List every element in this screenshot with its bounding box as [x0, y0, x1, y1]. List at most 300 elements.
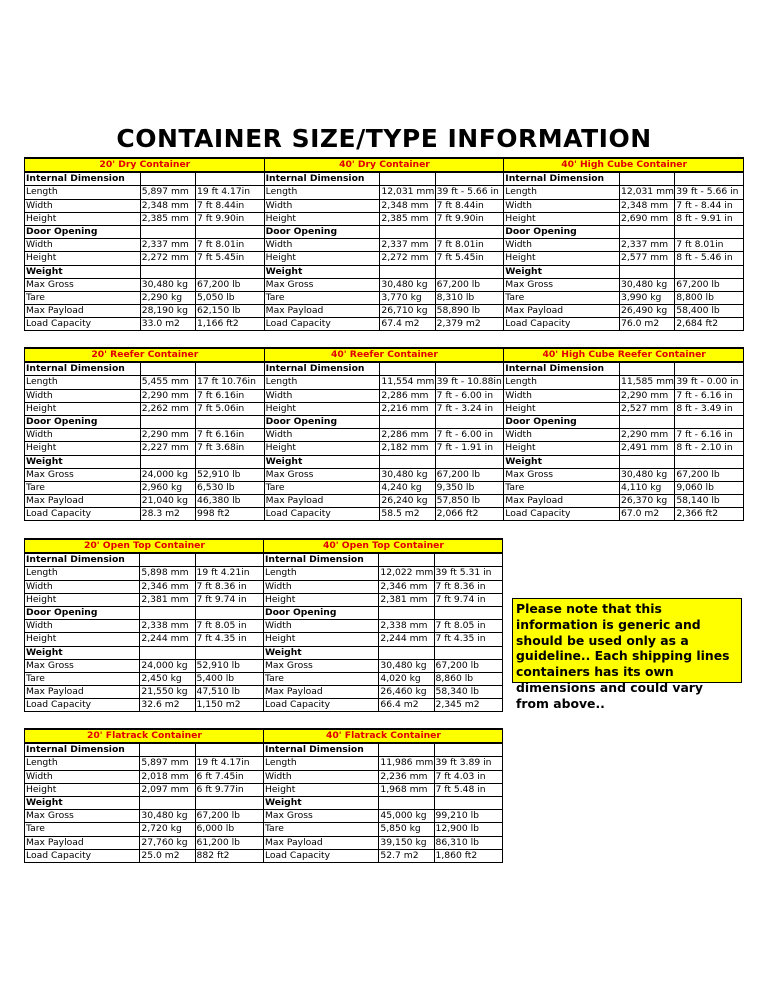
- table-row: [25, 291, 744, 304]
- table-row: [25, 415, 744, 428]
- metric-value: 33.0 m2: [140, 318, 195, 331]
- metric-value: 28,190 kg: [140, 305, 195, 318]
- table-row: [25, 252, 744, 265]
- metric-value: 2,290 mm: [620, 389, 675, 402]
- metric-value: 2,286 mm: [380, 389, 435, 402]
- row-label: Load Capacity: [504, 318, 620, 331]
- imperial-value: 8,310 lb: [435, 291, 504, 304]
- metric-value: 2,690 mm: [620, 212, 675, 225]
- metric-value: 24,000 kg: [140, 659, 195, 672]
- row-label: Height: [264, 252, 380, 265]
- row-label: Height: [25, 783, 140, 796]
- row-label: Load Capacity: [25, 699, 140, 712]
- row-label: Width: [25, 429, 141, 442]
- row-label: Door Opening: [264, 225, 380, 238]
- metric-value: [380, 455, 435, 468]
- row-label: Max Payload: [25, 686, 140, 699]
- row-label: Load Capacity: [263, 849, 378, 862]
- table-row: [25, 508, 744, 521]
- metric-value: 2,346 mm: [140, 580, 195, 593]
- table-row: [25, 212, 744, 225]
- row-label: Height: [504, 212, 620, 225]
- row-label: Length: [504, 186, 620, 199]
- metric-value: 2,337 mm: [140, 239, 195, 252]
- row-label: Width: [25, 620, 140, 633]
- imperial-value: 8,860 lb: [434, 672, 502, 685]
- row-label: Load Capacity: [25, 318, 141, 331]
- imperial-value: [435, 172, 504, 186]
- imperial-value: [675, 172, 744, 186]
- row-label: Length: [25, 376, 141, 389]
- imperial-value: 6,000 lb: [195, 823, 263, 836]
- row-label: Max Gross: [25, 810, 140, 823]
- imperial-value: [675, 362, 744, 376]
- metric-value: [140, 553, 195, 567]
- metric-value: 28.3 m2: [140, 508, 195, 521]
- metric-value: 30,480 kg: [380, 468, 435, 481]
- metric-value: 21,550 kg: [140, 686, 195, 699]
- imperial-value: 7 ft 6.16in: [196, 429, 265, 442]
- row-label: Max Gross: [263, 810, 378, 823]
- row-label: Load Capacity: [264, 508, 380, 521]
- imperial-value: [675, 455, 744, 468]
- imperial-value: 7 ft 8.44in: [196, 199, 265, 212]
- imperial-value: 2,066 ft2: [435, 508, 504, 521]
- imperial-value: 46,380 lb: [196, 495, 265, 508]
- imperial-value: 7 ft 8.36 in: [195, 580, 263, 593]
- imperial-value: 47,510 lb: [195, 686, 263, 699]
- row-label: Load Capacity: [25, 508, 141, 521]
- imperial-value: 7 ft 4.03 in: [434, 770, 502, 783]
- row-label: Door Opening: [25, 225, 141, 238]
- row-label: Height: [504, 442, 620, 455]
- imperial-value: 7 ft 9.90in: [196, 212, 265, 225]
- metric-value: 5,898 mm: [140, 567, 195, 580]
- table-row: [25, 305, 744, 318]
- imperial-value: 61,200 lb: [195, 836, 263, 849]
- imperial-value: 7 ft 8.44in: [435, 199, 504, 212]
- table-row: [25, 646, 503, 659]
- row-label: Internal Dimension: [264, 172, 380, 186]
- metric-value: 5,850 kg: [379, 823, 434, 836]
- imperial-value: 8,800 lb: [675, 291, 744, 304]
- row-label: Height: [25, 402, 141, 415]
- metric-value: [380, 225, 435, 238]
- metric-value: [140, 362, 195, 376]
- imperial-value: 99,210 lb: [434, 810, 502, 823]
- imperial-value: 5,050 lb: [196, 291, 265, 304]
- metric-value: 26,240 kg: [380, 495, 435, 508]
- table-row: [25, 743, 503, 757]
- metric-value: 2,577 mm: [620, 252, 675, 265]
- metric-value: 11,986 mm: [380, 757, 434, 769]
- metric-value: 2,262 mm: [140, 402, 195, 415]
- container-table: [24, 728, 503, 863]
- imperial-value: [675, 265, 744, 278]
- flatrack-container-table: [24, 728, 503, 863]
- row-label: Internal Dimension: [263, 743, 378, 757]
- imperial-value: 2,345 m2: [434, 699, 502, 712]
- imperial-value: 58,140 lb: [675, 495, 744, 508]
- metric-value: 52.7 m2: [379, 849, 434, 862]
- metric-value: 30,480 kg: [380, 278, 435, 291]
- row-label: Internal Dimension: [25, 362, 141, 376]
- table-row: [25, 468, 744, 481]
- metric-value: 2,244 mm: [140, 633, 195, 646]
- row-label: Height: [263, 633, 378, 646]
- imperial-value: [434, 606, 502, 619]
- imperial-value: 57,850 lb: [435, 495, 504, 508]
- metric-value: 12,031 mm: [621, 186, 674, 198]
- row-label: Weight: [264, 265, 380, 278]
- imperial-value: 7 ft 5.48 in: [434, 783, 502, 796]
- metric-value: 12,022 mm: [380, 567, 434, 579]
- imperial-value: 67,200 lb: [675, 278, 744, 291]
- imperial-value: 7 ft - 8.44 in: [675, 199, 744, 212]
- row-label: Tare: [504, 291, 620, 304]
- imperial-value: 52,910 lb: [195, 659, 263, 672]
- imperial-value: 7 ft - 3.24 in: [435, 402, 504, 415]
- row-label: Height: [25, 442, 141, 455]
- open-top-container-table: [24, 538, 503, 712]
- table-row: [25, 402, 744, 415]
- imperial-value: 1,166 ft2: [196, 318, 265, 331]
- row-label: Length: [264, 186, 380, 199]
- row-label: Height: [504, 252, 620, 265]
- row-label: Weight: [504, 265, 620, 278]
- row-label: Width: [264, 389, 380, 402]
- metric-value: 30,480 kg: [620, 278, 675, 291]
- imperial-value: 2,366 ft2: [675, 508, 744, 521]
- metric-value: [620, 455, 675, 468]
- table-row: [25, 836, 503, 849]
- imperial-value: 9,350 lb: [435, 481, 504, 494]
- container-type-header: 20' Dry Container: [25, 158, 265, 172]
- imperial-value: 67,200 lb: [675, 468, 744, 481]
- metric-value: 2,290 mm: [140, 429, 195, 442]
- metric-value: [379, 553, 434, 567]
- imperial-value: 7 ft 9.74 in: [195, 593, 263, 606]
- metric-value: 2,348 mm: [620, 199, 675, 212]
- metric-value: [140, 606, 195, 619]
- container-type-header: 40' High Cube Reefer Container: [504, 348, 744, 362]
- row-label: Width: [25, 770, 140, 783]
- imperial-value: 67,200 lb: [435, 468, 504, 481]
- table-row: [25, 495, 744, 508]
- row-label: Weight: [264, 455, 380, 468]
- imperial-value: 7 ft 8.36 in: [434, 580, 502, 593]
- row-label: Max Gross: [504, 468, 620, 481]
- row-label: Tare: [263, 672, 378, 685]
- imperial-value: 58,340 lb: [434, 686, 502, 699]
- row-label: Weight: [263, 796, 378, 809]
- table-row: [25, 672, 503, 685]
- imperial-value: [196, 362, 265, 376]
- imperial-value: 39 ft - 10.88in: [436, 376, 502, 388]
- table-row: [25, 376, 744, 389]
- row-label: Height: [504, 402, 620, 415]
- row-label: Width: [504, 239, 620, 252]
- table-row: [25, 225, 744, 238]
- row-label: Width: [263, 580, 378, 593]
- metric-value: 2,097 mm: [140, 783, 195, 796]
- row-label: Width: [504, 199, 620, 212]
- imperial-value: 1,860 ft2: [434, 849, 502, 862]
- row-label: Max Payload: [504, 495, 620, 508]
- metric-value: 2,385 mm: [380, 212, 435, 225]
- table-row: [25, 699, 503, 712]
- row-label: Door Opening: [504, 415, 620, 428]
- imperial-value: [435, 415, 504, 428]
- metric-value: 2,272 mm: [380, 252, 435, 265]
- row-label: Height: [25, 212, 141, 225]
- table-row: [25, 849, 503, 862]
- row-label: Internal Dimension: [504, 362, 620, 376]
- imperial-value: 19 ft 4.17in: [195, 757, 263, 770]
- imperial-value: 998 ft2: [196, 508, 265, 521]
- metric-value: 25.0 m2: [140, 849, 195, 862]
- metric-value: 2,337 mm: [380, 239, 435, 252]
- metric-value: [379, 743, 434, 757]
- metric-value: 2,227 mm: [140, 442, 195, 455]
- row-label: Height: [263, 783, 378, 796]
- row-label: Door Opening: [264, 415, 380, 428]
- metric-value: 67.0 m2: [620, 508, 675, 521]
- imperial-value: 7 ft 5.45in: [435, 252, 504, 265]
- row-label: Load Capacity: [504, 508, 620, 521]
- row-label: Height: [263, 593, 378, 606]
- row-label: Width: [504, 389, 620, 402]
- metric-value: [620, 172, 675, 186]
- row-label: Load Capacity: [263, 699, 378, 712]
- table-row: [25, 810, 503, 823]
- metric-value: 21,040 kg: [140, 495, 195, 508]
- metric-value: 2,450 kg: [140, 672, 195, 685]
- metric-value: 2,290 mm: [620, 429, 675, 442]
- container-table: [24, 347, 744, 521]
- imperial-value: 8 ft - 3.49 in: [675, 402, 744, 415]
- table-row: [25, 580, 503, 593]
- table-row: [25, 239, 744, 252]
- metric-value: 30,480 kg: [620, 468, 675, 481]
- imperial-value: [195, 743, 263, 757]
- table-row: [25, 633, 503, 646]
- metric-value: 2,272 mm: [140, 252, 195, 265]
- row-label: Internal Dimension: [25, 172, 141, 186]
- table-row: [25, 278, 744, 291]
- container-type-header: 20' Flatrack Container: [25, 729, 264, 743]
- row-label: Max Payload: [263, 836, 378, 849]
- table-row: [25, 823, 503, 836]
- metric-value: 2,216 mm: [380, 402, 435, 415]
- imperial-value: [195, 553, 263, 567]
- table-row: [25, 659, 503, 672]
- row-label: Max Payload: [504, 305, 620, 318]
- metric-value: 45,000 kg: [379, 810, 434, 823]
- metric-value: 30,480 kg: [140, 278, 195, 291]
- row-label: Door Opening: [504, 225, 620, 238]
- row-label: Length: [25, 186, 141, 199]
- metric-value: 3,770 kg: [380, 291, 435, 304]
- imperial-value: [434, 796, 502, 809]
- metric-value: 2,381 mm: [140, 593, 195, 606]
- metric-value: 2,290 kg: [140, 291, 195, 304]
- table-row: [25, 593, 503, 606]
- table-row: [25, 442, 744, 455]
- imperial-value: 7 ft - 6.00 in: [435, 389, 504, 402]
- table-row: [25, 429, 744, 442]
- metric-value: 32.6 m2: [140, 699, 195, 712]
- imperial-value: [435, 225, 504, 238]
- imperial-value: 8 ft - 5.46 in: [675, 252, 744, 265]
- row-label: Height: [264, 442, 380, 455]
- imperial-value: 86,310 lb: [434, 836, 502, 849]
- container-type-header: 40' High Cube Container: [504, 158, 744, 172]
- imperial-value: 2,379 m2: [435, 318, 504, 331]
- row-label: Length: [25, 757, 140, 770]
- row-label: Load Capacity: [264, 318, 380, 331]
- container-type-header: 20' Open Top Container: [25, 539, 264, 553]
- metric-value: 2,338 mm: [379, 620, 434, 633]
- metric-value: 58.5 m2: [380, 508, 435, 521]
- metric-value: 11,585 mm: [621, 376, 674, 388]
- row-label: Width: [264, 429, 380, 442]
- metric-value: [379, 606, 434, 619]
- row-label: Height: [264, 402, 380, 415]
- imperial-value: [675, 225, 744, 238]
- table-row: [25, 455, 744, 468]
- imperial-value: 7 ft 8.01in: [435, 239, 504, 252]
- imperial-value: 2,684 ft2: [675, 318, 744, 331]
- row-label: Height: [264, 212, 380, 225]
- imperial-value: 7 ft 6.16in: [196, 389, 265, 402]
- imperial-value: 19 ft 4.21in: [195, 567, 263, 580]
- table-row: [25, 770, 503, 783]
- imperial-value: 39 ft - 0.00 in: [675, 376, 744, 389]
- metric-value: [620, 265, 675, 278]
- metric-value: [140, 225, 195, 238]
- metric-value: [140, 455, 195, 468]
- table-row: [25, 186, 744, 199]
- table-row: [25, 362, 744, 376]
- dry-container-table: [24, 157, 744, 331]
- container-type-header: 40' Dry Container: [264, 158, 504, 172]
- metric-value: [140, 646, 195, 659]
- metric-value: 2,244 mm: [379, 633, 434, 646]
- metric-value: 2,527 mm: [620, 402, 675, 415]
- table-row: [25, 567, 503, 580]
- row-label: Internal Dimension: [25, 743, 140, 757]
- metric-value: 2,338 mm: [140, 620, 195, 633]
- metric-value: 24,000 kg: [140, 468, 195, 481]
- imperial-value: 882 ft2: [195, 849, 263, 862]
- metric-value: 26,370 kg: [620, 495, 675, 508]
- table-row: [25, 686, 503, 699]
- imperial-value: 7 ft 8.05 in: [195, 620, 263, 633]
- metric-value: 4,110 kg: [620, 481, 675, 494]
- metric-value: 2,348 mm: [140, 199, 195, 212]
- row-label: Weight: [25, 265, 141, 278]
- imperial-value: 7 ft - 6.16 in: [675, 429, 744, 442]
- metric-value: [380, 415, 435, 428]
- metric-value: 2,236 mm: [379, 770, 434, 783]
- row-label: Internal Dimension: [504, 172, 620, 186]
- row-label: Door Opening: [263, 606, 378, 619]
- imperial-value: 67,200 lb: [434, 659, 502, 672]
- metric-value: 1,968 mm: [379, 783, 434, 796]
- row-label: Max Gross: [25, 659, 140, 672]
- row-label: Width: [263, 620, 378, 633]
- imperial-value: 67,200 lb: [196, 278, 265, 291]
- metric-value: 2,348 mm: [380, 199, 435, 212]
- imperial-value: 67,200 lb: [435, 278, 504, 291]
- row-label: Max Gross: [25, 468, 141, 481]
- metric-value: 2,960 kg: [140, 481, 195, 494]
- row-label: Length: [263, 567, 378, 580]
- table-row: [25, 199, 744, 212]
- metric-value: 26,460 kg: [379, 686, 434, 699]
- metric-value: 2,182 mm: [380, 442, 435, 455]
- metric-value: 2,018 mm: [140, 770, 195, 783]
- metric-value: [140, 265, 195, 278]
- metric-value: 30,480 kg: [379, 659, 434, 672]
- imperial-value: 52,910 lb: [196, 468, 265, 481]
- metric-value: 2,346 mm: [379, 580, 434, 593]
- imperial-value: 67,200 lb: [195, 810, 263, 823]
- row-label: Tare: [25, 823, 140, 836]
- imperial-value: [195, 796, 263, 809]
- imperial-value: [196, 455, 265, 468]
- row-label: Tare: [25, 672, 140, 685]
- metric-value: 26,710 kg: [380, 305, 435, 318]
- row-label: Weight: [25, 455, 141, 468]
- metric-value: 2,720 kg: [140, 823, 195, 836]
- metric-value: [620, 225, 675, 238]
- row-label: Internal Dimension: [263, 553, 378, 567]
- metric-value: 3,990 kg: [620, 291, 675, 304]
- imperial-value: 7 ft 8.01in: [196, 239, 265, 252]
- imperial-value: 7 ft - 6.16 in: [675, 389, 744, 402]
- row-label: Weight: [504, 455, 620, 468]
- row-label: Tare: [264, 291, 380, 304]
- metric-value: 12,031 mm: [381, 186, 435, 198]
- container-table: [24, 538, 503, 712]
- row-label: Width: [25, 580, 140, 593]
- row-label: Width: [25, 239, 141, 252]
- imperial-value: 6,530 lb: [196, 481, 265, 494]
- row-label: Length: [264, 376, 380, 389]
- container-table: [24, 157, 744, 331]
- row-label: Door Opening: [25, 415, 141, 428]
- table-header-row: [25, 348, 744, 362]
- row-label: Max Gross: [25, 278, 141, 291]
- metric-value: 39,150 kg: [379, 836, 434, 849]
- imperial-value: 5,400 lb: [195, 672, 263, 685]
- row-label: Width: [25, 389, 141, 402]
- imperial-value: 7 ft 4.35 in: [434, 633, 502, 646]
- row-label: Load Capacity: [25, 849, 140, 862]
- metric-value: [620, 362, 675, 376]
- row-label: Length: [504, 376, 620, 389]
- imperial-value: 39 ft 3.89 in: [434, 757, 502, 770]
- row-label: Tare: [25, 291, 141, 304]
- row-label: Width: [264, 199, 380, 212]
- imperial-value: 7 ft 5.06in: [196, 402, 265, 415]
- page-title: CONTAINER SIZE/TYPE INFORMATION: [116, 124, 652, 153]
- metric-value: [140, 743, 195, 757]
- row-label: Tare: [25, 481, 141, 494]
- imperial-value: 7 ft 4.35 in: [195, 633, 263, 646]
